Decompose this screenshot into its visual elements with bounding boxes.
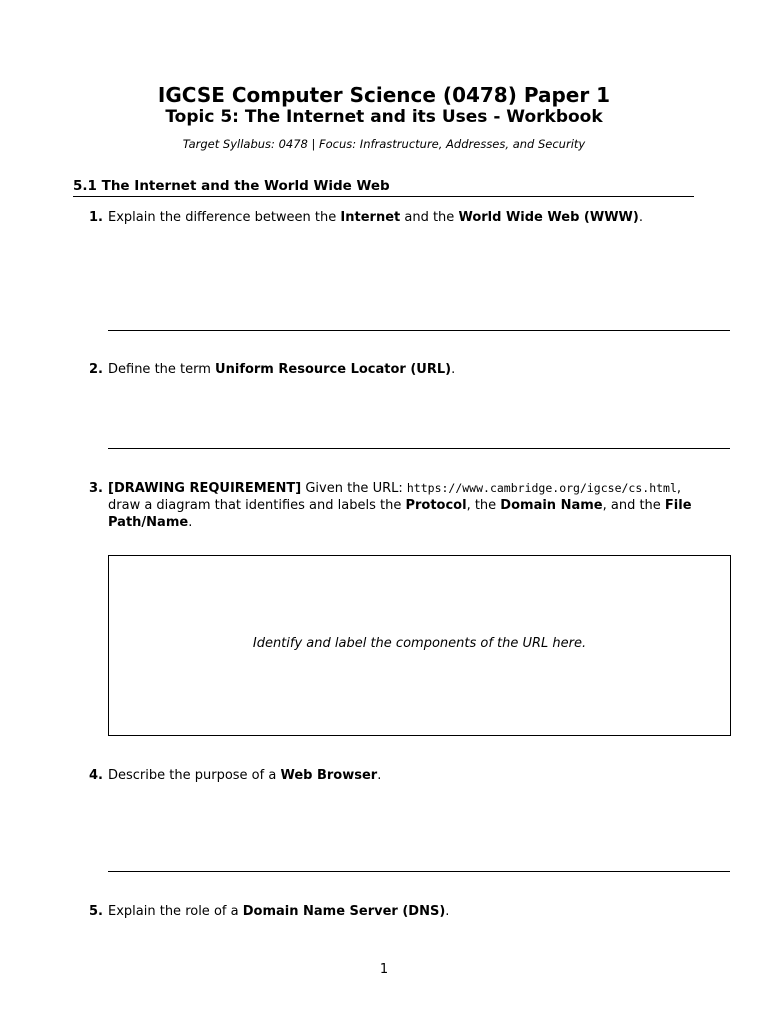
term-file-path: File Path/Name [108, 498, 692, 530]
term-internet: Internet [340, 210, 401, 225]
section-heading: 5.1 The Internet and the World Wide Web [73, 177, 694, 197]
answer-line[interactable] [108, 871, 730, 872]
question-text: Explain the difference between the Internet and the World Wide Web (WWW). [108, 210, 643, 225]
drawing-box[interactable] [108, 555, 731, 736]
question-text: Describe the purpose of a Web Browser. [108, 768, 382, 783]
question-number: 3. [89, 481, 103, 496]
question-number: 2. [89, 362, 103, 377]
answer-line[interactable] [108, 330, 730, 331]
syllabus-meta: Target Syllabus: 0478 | Focus: Infrastructure, Addresses, and Security [182, 137, 586, 151]
document-subtitle: Topic 5: The Internet and its Uses - Workbook [165, 107, 603, 127]
term-dns: Domain Name Server (DNS) [242, 904, 446, 919]
term-domain-name: Domain Name [500, 498, 603, 513]
drawing-requirement-tag: [DRAWING REQUIREMENT] [108, 481, 302, 496]
question-number: 1. [89, 210, 103, 225]
question-text: Explain the role of a Domain Name Server (DNS). [108, 904, 450, 919]
question-number: 4. [89, 768, 103, 783]
example-url: https://www.cambridge.org/igcse/cs.html [406, 481, 677, 495]
page-number: 1 [379, 962, 389, 977]
document-title: IGCSE Computer Science (0478) Paper 1 [157, 83, 611, 107]
question-number: 5. [89, 904, 103, 919]
term-web-browser: Web Browser [280, 768, 378, 783]
term-protocol: Protocol [405, 498, 467, 513]
answer-line[interactable] [108, 448, 730, 449]
question-text: Define the term Uniform Resource Locator (URL). [108, 362, 456, 377]
term-www: World Wide Web (WWW) [458, 210, 639, 225]
term-url: Uniform Resource Locator (URL) [215, 362, 452, 377]
question-text: [DRAWING REQUIREMENT] Given the URL: https://www.cambridge.org/igcse/cs.html, draw a diagram that identifies and labels the Protocol, the Domain Name, and the File Path/Name. [108, 481, 692, 530]
drawing-box-caption: Identify and label the components of the URL here. [252, 636, 587, 651]
